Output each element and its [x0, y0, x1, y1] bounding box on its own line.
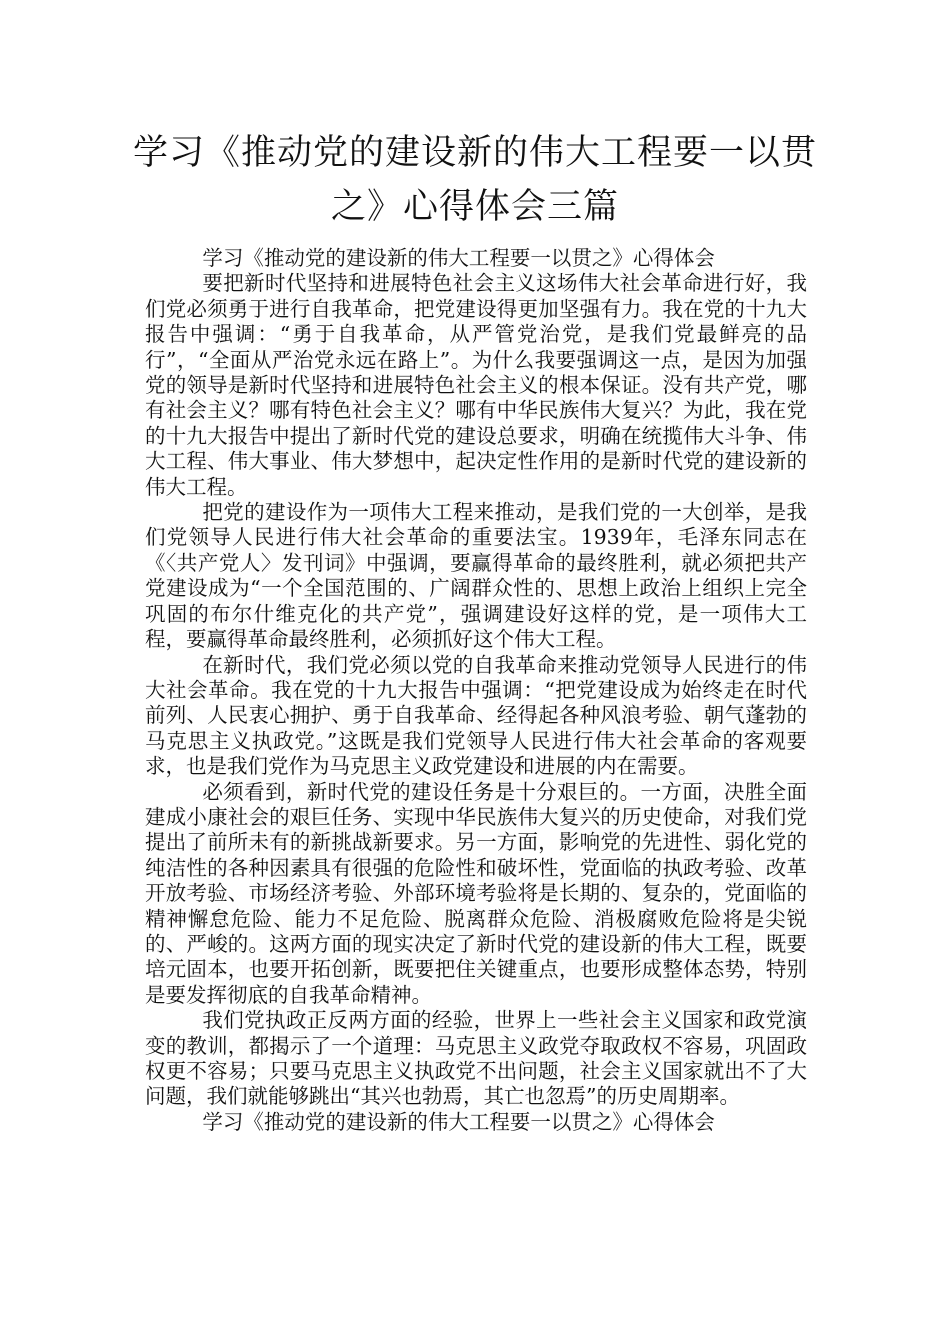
paragraph-subtitle: 学习《推动党的建设新的伟大工程要一以贯之》心得体会 [202, 1109, 715, 1134]
document-title: 学习《推动党的建设新的伟大工程要一以贯之》心得体会三篇 [132, 133, 817, 227]
paragraph: 把党的建设作为一项伟大工程来推动，是我们党的一大创举，是我们党领导人民进行伟大社会革命的重要法宝。1939年，毛泽东同志在《〈共产党人〉发刊词》中强调，要赢得革命的最终胜利，就必须把共产党建设成为“一个全国范围的、广阔群众性的、思想上政治上组织上完全巩固的布尔什维克化的共产党”，强调建设好这样的党，是一项伟大工程，要赢得革命最终胜利，必须抓好这个伟大工程。 [145, 500, 807, 652]
document-body [145, 246, 807, 1135]
paragraph: 我们党执政正反两方面的经验，世界上一些社会主义国家和政党演变的教训，都揭示了一个道理：马克思主义政党夺取政权不容易，巩固政权更不容易；只要马克思主义执政党不出问题，社会主义国家就出不了大问题，我们就能够跳出“其兴也勃焉，其亡也忽焉”的历史周期率。 [145, 1008, 807, 1109]
paragraph: 要把新时代坚持和进展特色社会主义这场伟大社会革命进行好，我们党必须勇于进行自我革命，把党建设得更加坚强有力。我在党的十九大报告中强调：“勇于自我革命，从严管党治党，是我们党最鲜亮的品行”，“全面从严治党永远在路上”。为什么我要强调这一点，是因为加强党的领导是新时代坚持和进展特色社会主义的根本保证。没有共产党，哪有社会主义？哪有特色社会主义？哪有中华民族伟大复兴？为此，我在党的十九大报告中提出了新时代党的建设总要求，明确在统揽伟大斗争、伟大工程、伟大事业、伟大梦想中，起决定性作用的是新时代党的建设新的伟大工程。 [145, 271, 807, 499]
paragraph: 必须看到，新时代党的建设任务是十分艰巨的。一方面，决胜全面建成小康社会的艰巨任务、实现中华民族伟大复兴的历史使命，对我们党提出了前所未有的新挑战新要求。另一方面，影响党的先进性、弱化党的纯洁性的各种因素具有很强的危险性和破坏性，党面临的执政考验、改革开放考验、市场经济考验、外部环境考验将是长期的、复杂的，党面临的精神懈怠危险、能力不足危险、脱离群众危险、消极腐败危险将是尖锐的、严峻的。这两方面的现实决定了新时代党的建设新的伟大工程，既要培元固本，也要开拓创新，既要把住关键重点，也要形成整体态势，特别是要发挥彻底的自我革命精神。 [145, 779, 807, 1007]
paragraph-subtitle: 学习《推动党的建设新的伟大工程要一以贯之》心得体会 [202, 246, 715, 270]
paragraph: 在新时代，我们党必须以党的自我革命来推动党领导人民进行的伟大社会革命。我在党的十九大报告中强调：“把党建设成为始终走在时代前列、人民衷心拥护、勇于自我革命、经得起各种风浪考验、朝气蓬勃的马克思主义执政党。”这既是我们党领导人民进行伟大社会革命的客观要求，也是我们党作为马克思主义政党建设和进展的内在需要。 [145, 652, 807, 779]
